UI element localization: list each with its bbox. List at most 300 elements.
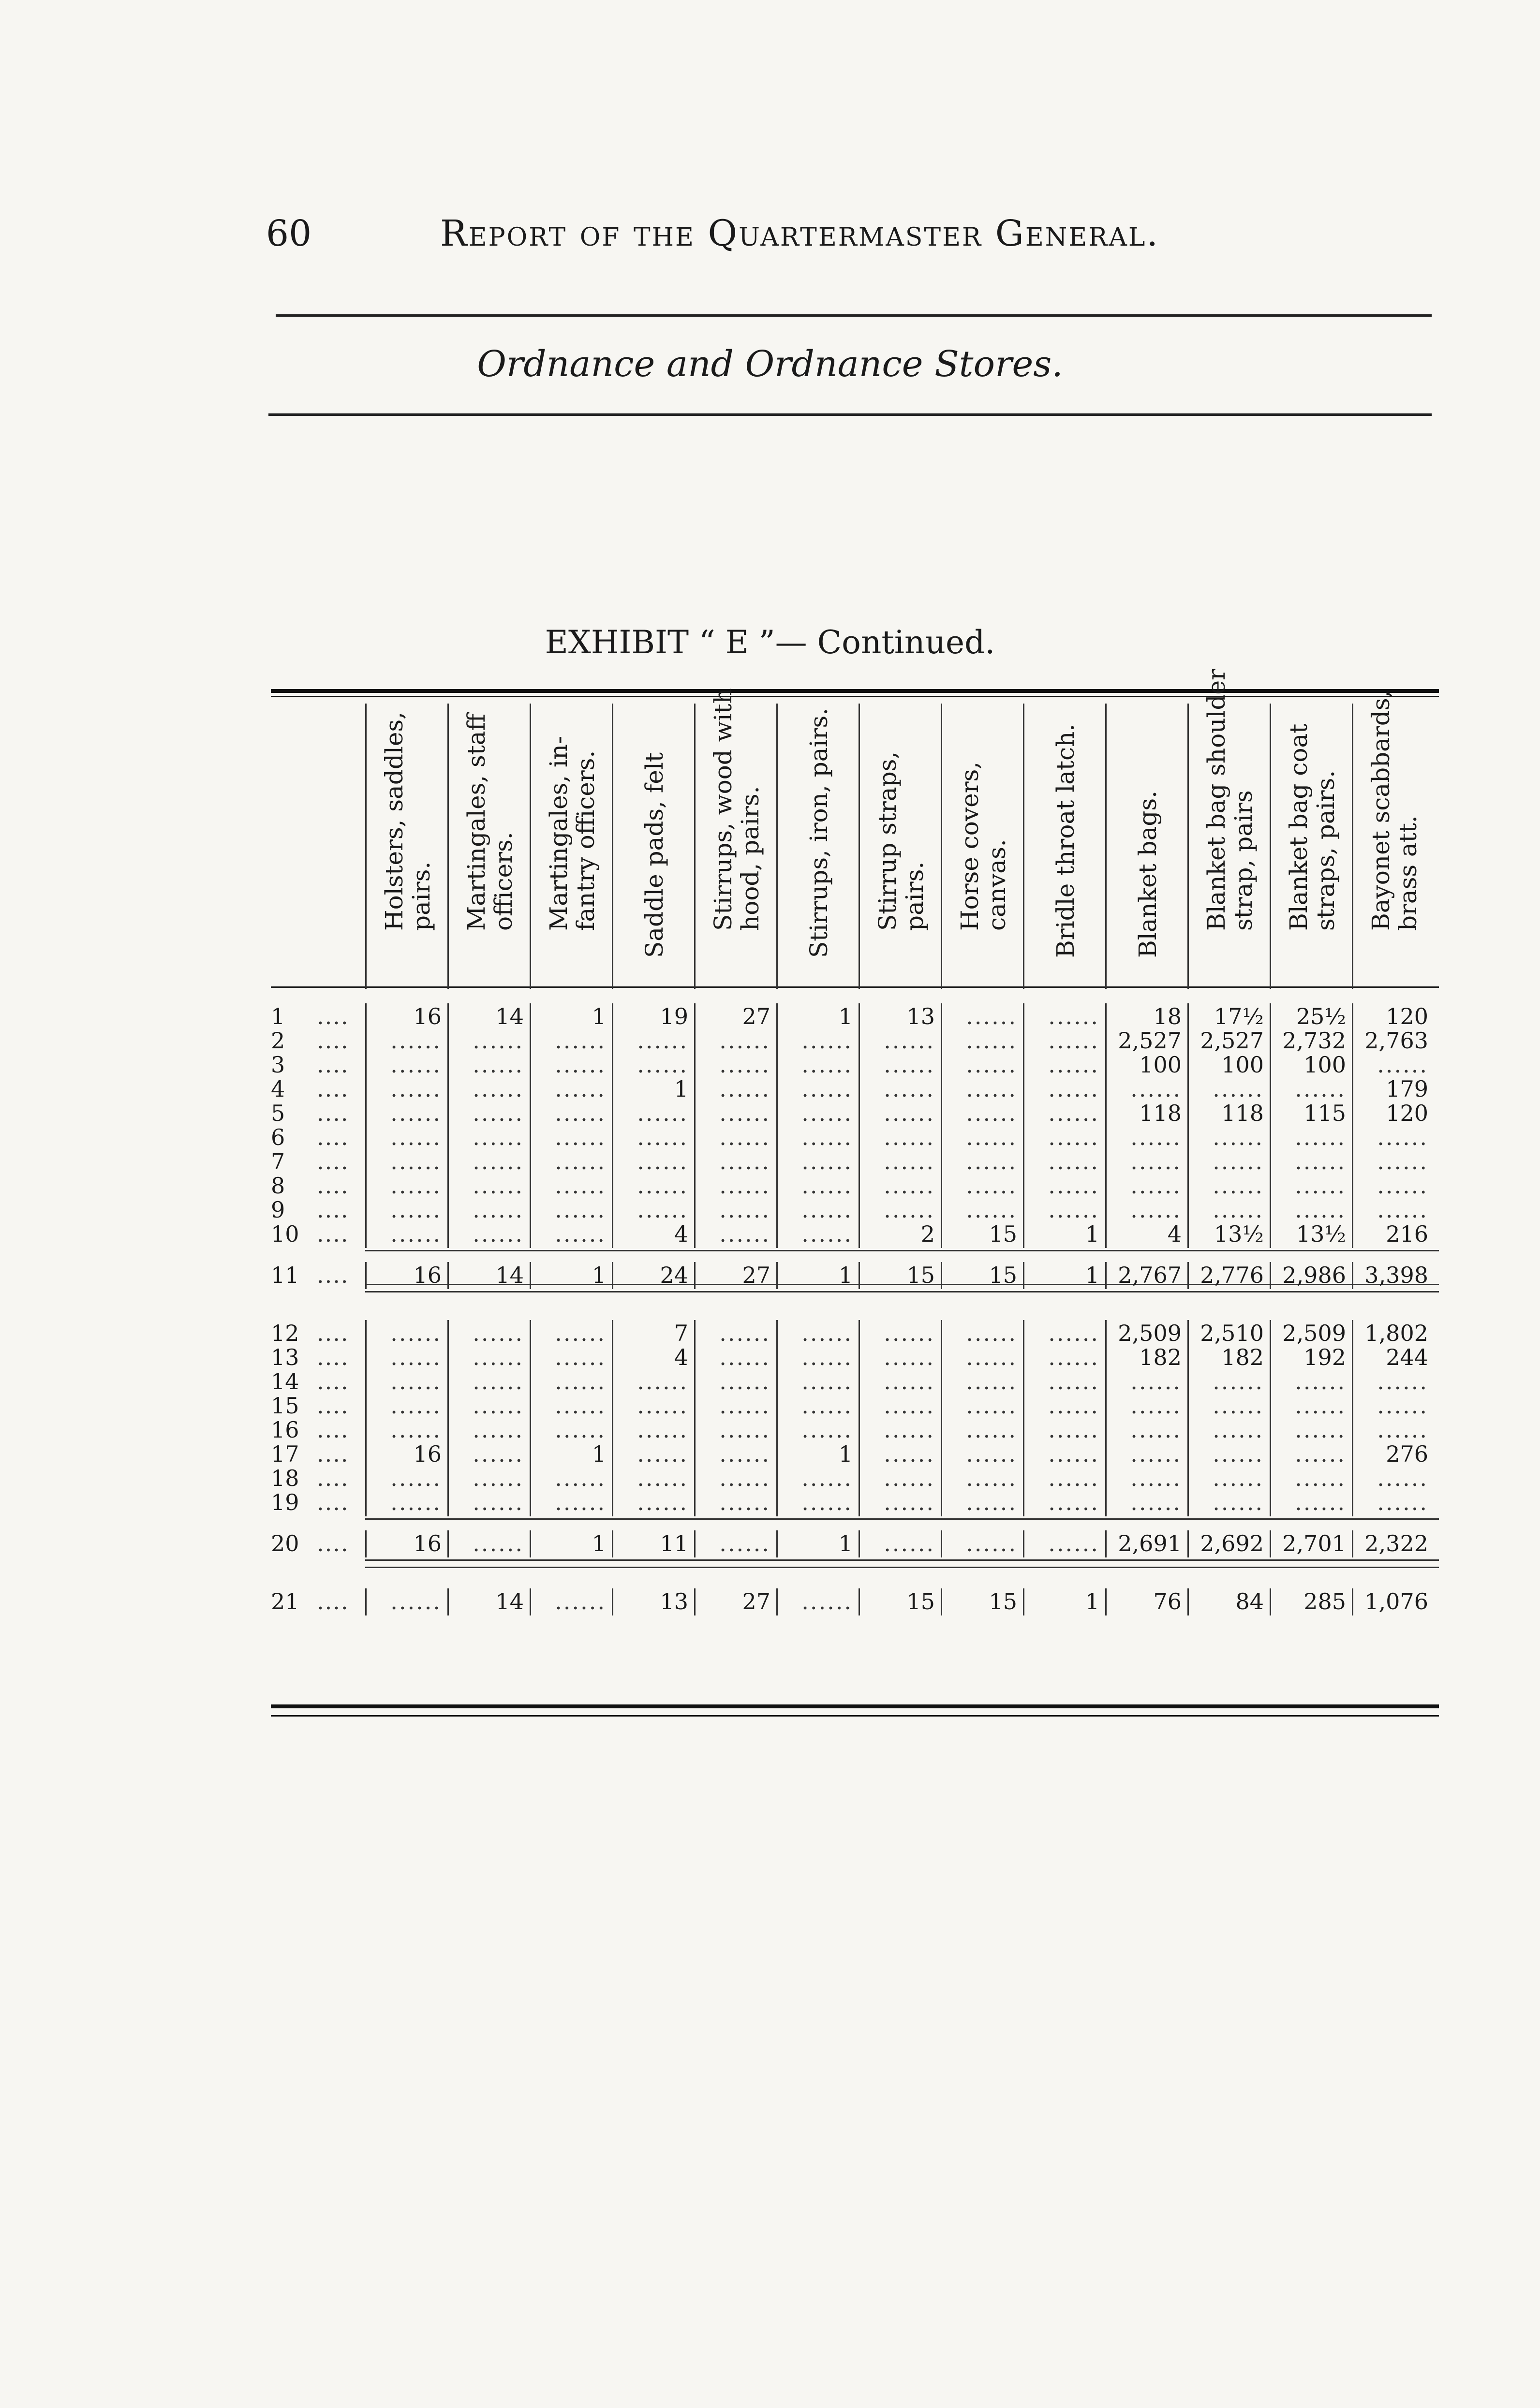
table-cell: ......	[365, 1465, 447, 1492]
column-header	[859, 704, 942, 989]
leader-dots: ....	[317, 1344, 349, 1370]
table-cell: ......	[776, 1588, 859, 1615]
table-cell: ......	[941, 1530, 1023, 1557]
table-cell: ......	[447, 1124, 530, 1151]
table-cell: ......	[1187, 1148, 1270, 1175]
column-header	[1023, 704, 1107, 989]
table-cell: ......	[776, 1076, 859, 1103]
table-cell: ......	[859, 1173, 941, 1200]
table-cell: ......	[941, 1320, 1023, 1347]
table-cell: ......	[1023, 1530, 1105, 1557]
table-cell: ......	[694, 1344, 776, 1371]
table-cell: 18	[1105, 1003, 1187, 1030]
table-cell: ......	[941, 1124, 1023, 1151]
table-cell: ......	[694, 1124, 776, 1151]
table-cell: ......	[694, 1368, 776, 1395]
table-cell: ......	[941, 1052, 1023, 1079]
table-cell: 1	[1023, 1588, 1105, 1615]
table-cell: 3,398	[1352, 1262, 1434, 1289]
table-cell: ......	[859, 1320, 941, 1347]
table-cell: ......	[941, 1076, 1023, 1103]
row-number: 16	[271, 1417, 299, 1443]
table-row	[271, 1197, 1439, 1224]
table-cell: ......	[776, 1052, 859, 1079]
table-cell: ......	[1023, 1028, 1105, 1055]
table-row	[271, 1076, 1439, 1103]
section-subtitle: Ordnance and Ordnance Stores.	[477, 343, 1063, 385]
table-cell: ......	[694, 1197, 776, 1224]
page-header	[266, 213, 1436, 271]
row-number: 5	[271, 1100, 285, 1126]
table-cell: ......	[530, 1197, 612, 1224]
table-cell: ......	[612, 1368, 694, 1395]
table-cell: 2	[859, 1221, 941, 1248]
column-header-label: Bridle throat latch.	[1051, 723, 1080, 958]
total-rule	[365, 1567, 1439, 1568]
table-cell: ......	[365, 1028, 447, 1055]
table-cell: ......	[365, 1221, 447, 1248]
table-cell: ......	[694, 1076, 776, 1103]
table-cell: ......	[530, 1417, 612, 1444]
table-cell: 17½	[1187, 1003, 1270, 1030]
table-cell: ......	[776, 1465, 859, 1492]
table-cell: ......	[694, 1441, 776, 1468]
table-cell: 4	[612, 1344, 694, 1371]
table-cell: ......	[1270, 1465, 1352, 1492]
table-cell: 19	[612, 1003, 694, 1030]
table-cell: 1,076	[1352, 1588, 1434, 1615]
row-number: 11	[271, 1262, 299, 1288]
column-header	[776, 704, 860, 989]
table-cell: ......	[1023, 1148, 1105, 1175]
table-cell: ......	[365, 1076, 447, 1103]
table-cell: ......	[612, 1173, 694, 1200]
table-cell: 84	[1187, 1588, 1270, 1615]
table-cell: ......	[1105, 1417, 1187, 1444]
table-cell: ......	[365, 1124, 447, 1151]
table-cell: 1	[530, 1441, 612, 1468]
table-cell: ......	[447, 1173, 530, 1200]
table-cell: ......	[447, 1368, 530, 1395]
leader-dots: ....	[317, 1465, 349, 1491]
table-cell: ......	[859, 1368, 941, 1395]
table-cell: 16	[365, 1441, 447, 1468]
table-cell: ......	[859, 1393, 941, 1420]
table-cell: ......	[365, 1417, 447, 1444]
table-cell: ......	[612, 1489, 694, 1516]
table-cell: ......	[612, 1393, 694, 1420]
column-header-label: Stirrup straps, pairs.	[874, 751, 929, 931]
table-row	[271, 1489, 1439, 1516]
table-cell: 1,802	[1352, 1320, 1434, 1347]
table-cell: 15	[859, 1588, 941, 1615]
table-cell: 2,691	[1105, 1530, 1187, 1557]
table-cell: ......	[365, 1588, 447, 1615]
table-cell: ......	[365, 1100, 447, 1127]
table-cell: ......	[1270, 1368, 1352, 1395]
leader-dots: ....	[317, 1124, 349, 1150]
table-top-rule	[271, 689, 1439, 693]
subtitle-rule	[268, 413, 1432, 416]
table-cell: 2,510	[1187, 1320, 1270, 1347]
table-cell: ......	[1023, 1441, 1105, 1468]
table-cell: 100	[1105, 1052, 1187, 1079]
table-cell: 118	[1187, 1100, 1270, 1127]
table-cell: 1	[776, 1441, 859, 1468]
table-cell: ......	[941, 1368, 1023, 1395]
table-cell: ......	[859, 1197, 941, 1224]
table-cell: 115	[1270, 1100, 1352, 1127]
table-cell: 192	[1270, 1344, 1352, 1371]
table-cell: 25½	[1270, 1003, 1352, 1030]
table-cell: ......	[1023, 1197, 1105, 1224]
table-cell: ......	[776, 1148, 859, 1175]
table-cell: 1	[612, 1076, 694, 1103]
table-cell: 285	[1270, 1588, 1352, 1615]
table-cell: ......	[1187, 1076, 1270, 1103]
row-number: 7	[271, 1148, 285, 1175]
leader-dots: ....	[317, 1320, 349, 1346]
table-cell: ......	[776, 1100, 859, 1127]
table-cell: ......	[776, 1417, 859, 1444]
total-rule	[365, 1291, 1439, 1292]
table-cell: 100	[1187, 1052, 1270, 1079]
table-cell: ......	[447, 1465, 530, 1492]
table-cell: ......	[694, 1489, 776, 1516]
leader-dots: ....	[317, 1100, 349, 1126]
column-header	[365, 704, 449, 989]
leader-dots: ....	[317, 1417, 349, 1443]
table-cell: 100	[1270, 1052, 1352, 1079]
column-header	[1352, 690, 1436, 989]
table-cell: ......	[447, 1028, 530, 1055]
table-cell: 16	[365, 1530, 447, 1557]
table-cell: ......	[1023, 1368, 1105, 1395]
table-cell: ......	[365, 1320, 447, 1347]
table-cell: ......	[1023, 1465, 1105, 1492]
table-cell: ......	[941, 1465, 1023, 1492]
table-cell: ......	[1352, 1197, 1434, 1224]
table-cell: ......	[447, 1441, 530, 1468]
leader-dots: ....	[317, 1262, 349, 1288]
table-cell: 2,692	[1187, 1530, 1270, 1557]
table-cell: ......	[776, 1320, 859, 1347]
column-header-label: Stirrups, iron, pairs.	[805, 707, 833, 958]
column-header	[447, 704, 531, 989]
table-cell: ......	[1187, 1173, 1270, 1200]
exhibit-table	[271, 669, 1439, 1729]
table-cell: 2,509	[1105, 1320, 1187, 1347]
table-cell: ......	[530, 1368, 612, 1395]
table-cell: 1	[530, 1262, 612, 1289]
column-header-label: Martingales, staff officers.	[462, 713, 518, 931]
table-cell: ......	[530, 1489, 612, 1516]
table-cell: ......	[365, 1368, 447, 1395]
row-number: 12	[271, 1320, 299, 1346]
column-header	[941, 704, 1024, 989]
table-cell: ......	[530, 1320, 612, 1347]
table-cell: ......	[365, 1173, 447, 1200]
table-cell: ......	[941, 1148, 1023, 1175]
table-row	[271, 1100, 1439, 1127]
table-cell: ......	[447, 1221, 530, 1248]
table-cell: ......	[859, 1148, 941, 1175]
table-cell: 2,527	[1187, 1028, 1270, 1055]
table-cell: 24	[612, 1262, 694, 1289]
table-row	[271, 1393, 1439, 1420]
table-row	[271, 1052, 1439, 1079]
table-top-rule-thin	[271, 696, 1439, 697]
table-cell: ......	[776, 1393, 859, 1420]
table-cell: ......	[1352, 1368, 1434, 1395]
table-cell: ......	[530, 1124, 612, 1151]
table-row	[271, 1221, 1439, 1248]
table-cell: ......	[776, 1221, 859, 1248]
table-cell: ......	[1105, 1148, 1187, 1175]
table-cell: ......	[776, 1028, 859, 1055]
table-cell: ......	[859, 1124, 941, 1151]
column-header-label: Blanket bag coat straps, pairs.	[1285, 723, 1340, 931]
table-cell: ......	[1187, 1197, 1270, 1224]
table-cell: ......	[1270, 1393, 1352, 1420]
table-row	[271, 1344, 1439, 1371]
table-row	[271, 1320, 1439, 1347]
table-cell: ......	[612, 1100, 694, 1127]
table-cell: ......	[776, 1368, 859, 1395]
table-cell: ......	[941, 1003, 1023, 1030]
table-cell: 15	[859, 1262, 941, 1289]
table-cell: 2,732	[1270, 1028, 1352, 1055]
table-cell: 14	[447, 1262, 530, 1289]
table-cell: ......	[612, 1028, 694, 1055]
table-cell: ......	[1270, 1489, 1352, 1516]
table-cell: ......	[1105, 1489, 1187, 1516]
table-cell: ......	[859, 1465, 941, 1492]
table-cell: ......	[1352, 1173, 1434, 1200]
table-cell: ......	[530, 1393, 612, 1420]
table-cell: ......	[365, 1197, 447, 1224]
table-cell: ......	[1187, 1489, 1270, 1516]
table-cell: ......	[941, 1441, 1023, 1468]
table-cell: ......	[1105, 1368, 1187, 1395]
table-cell: ......	[941, 1344, 1023, 1371]
table-cell: ......	[1187, 1393, 1270, 1420]
table-cell: 1	[1023, 1262, 1105, 1289]
table-cell: ......	[1270, 1124, 1352, 1151]
table-cell: 13	[859, 1003, 941, 1030]
table-cell: ......	[1105, 1441, 1187, 1468]
leader-dots: ....	[317, 1441, 349, 1467]
row-number: 18	[271, 1465, 299, 1491]
table-cell: ......	[776, 1489, 859, 1516]
table-cell: 4	[1105, 1221, 1187, 1248]
row-number: 14	[271, 1368, 299, 1395]
table-cell: ......	[530, 1588, 612, 1615]
row-number: 9	[271, 1197, 285, 1223]
table-cell: ......	[776, 1344, 859, 1371]
table-cell: ......	[776, 1124, 859, 1151]
table-cell: 2,509	[1270, 1320, 1352, 1347]
row-number: 20	[271, 1530, 299, 1556]
table-cell: ......	[1270, 1173, 1352, 1200]
table-cell: ......	[530, 1148, 612, 1175]
table-cell: 11	[612, 1530, 694, 1557]
table-cell: ......	[941, 1100, 1023, 1127]
row-number: 15	[271, 1393, 299, 1419]
table-row	[271, 1173, 1439, 1200]
table-cell: ......	[694, 1393, 776, 1420]
table-cell: ......	[530, 1344, 612, 1371]
leader-dots: ....	[317, 1076, 349, 1102]
table-cell: ......	[1023, 1393, 1105, 1420]
table-cell: 120	[1352, 1100, 1434, 1127]
table-cell: ......	[859, 1530, 941, 1557]
table-cell: ......	[1105, 1173, 1187, 1200]
table-cell: 27	[694, 1003, 776, 1030]
row-number: 8	[271, 1173, 285, 1199]
table-cell: 76	[1105, 1588, 1187, 1615]
row-number: 2	[271, 1028, 285, 1054]
row-number: 17	[271, 1441, 299, 1467]
table-row	[271, 1417, 1439, 1444]
table-cell: ......	[1023, 1344, 1105, 1371]
table-cell: 2,763	[1352, 1028, 1434, 1055]
table-cell: 2,767	[1105, 1262, 1187, 1289]
column-header	[1105, 704, 1189, 989]
table-cell: ......	[365, 1393, 447, 1420]
table-cell: 244	[1352, 1344, 1434, 1371]
table-row	[271, 1124, 1439, 1151]
leader-dots: ....	[317, 1052, 349, 1078]
table-cell: ......	[776, 1173, 859, 1200]
running-title: Report of the Quartermaster General.	[440, 213, 1159, 254]
column-header	[694, 688, 778, 989]
table-cell: ......	[859, 1028, 941, 1055]
table-cell: ......	[447, 1344, 530, 1371]
table-cell: ......	[859, 1489, 941, 1516]
table-cell: ......	[859, 1100, 941, 1127]
table-row	[271, 1028, 1439, 1055]
table-cell: ......	[1023, 1100, 1105, 1127]
table-cell: ......	[694, 1221, 776, 1248]
table-cell: 2,986	[1270, 1262, 1352, 1289]
table-cell: 1	[530, 1003, 612, 1030]
table-cell: ......	[447, 1393, 530, 1420]
table-cell: ......	[447, 1197, 530, 1224]
table-cell: ......	[1105, 1197, 1187, 1224]
column-header-label: Holsters, saddles, pairs.	[380, 711, 435, 931]
table-cell: 276	[1352, 1441, 1434, 1468]
leader-dots: ....	[317, 1173, 349, 1199]
table-cell: ......	[447, 1148, 530, 1175]
table-cell: ......	[694, 1052, 776, 1079]
column-header-label: Blanket bag shoulder strap, pairs	[1202, 669, 1258, 931]
table-cell: 13	[612, 1588, 694, 1615]
table-cell: 120	[1352, 1003, 1434, 1030]
table-cell: ......	[1187, 1417, 1270, 1444]
table-cell: ......	[612, 1052, 694, 1079]
column-header	[1187, 669, 1271, 989]
row-number: 3	[271, 1052, 285, 1078]
table-cell: 15	[941, 1262, 1023, 1289]
exhibit-title: EXHIBIT “ E ”— Continued.	[545, 624, 995, 661]
table-cell: ......	[1187, 1368, 1270, 1395]
table-cell: ......	[530, 1052, 612, 1079]
table-cell: ......	[530, 1173, 612, 1200]
column-header-label: Horse covers, canvas.	[956, 761, 1011, 931]
table-cell: ......	[1023, 1124, 1105, 1151]
column-header-label: Saddle pads, felt	[640, 752, 668, 958]
table-cell: ......	[612, 1124, 694, 1151]
table-cell: 7	[612, 1320, 694, 1347]
table-row	[271, 1368, 1439, 1395]
total-rule	[365, 1518, 1439, 1520]
table-cell: ......	[1187, 1465, 1270, 1492]
table-cell: ......	[941, 1417, 1023, 1444]
table-cell: ......	[1023, 1417, 1105, 1444]
row-number: 4	[271, 1076, 285, 1102]
table-cell: ......	[859, 1076, 941, 1103]
table-cell: 15	[941, 1221, 1023, 1248]
table-cell: ......	[1352, 1393, 1434, 1420]
table-cell: 2,322	[1352, 1530, 1434, 1557]
table-cell: 2,701	[1270, 1530, 1352, 1557]
table-cell: 2,527	[1105, 1028, 1187, 1055]
table-cell: ......	[530, 1465, 612, 1492]
table-row	[271, 1148, 1439, 1175]
header-rule	[276, 314, 1432, 317]
table-cell: ......	[1105, 1393, 1187, 1420]
table-cell: ......	[447, 1417, 530, 1444]
table-cell: ......	[447, 1052, 530, 1079]
table-cell: ......	[447, 1320, 530, 1347]
table-cell: ......	[1187, 1441, 1270, 1468]
table-cell: ......	[1023, 1052, 1105, 1079]
leader-dots: ....	[317, 1148, 349, 1175]
leader-dots: ....	[317, 1530, 349, 1556]
table-cell: ......	[1187, 1124, 1270, 1151]
table-row	[271, 1588, 1439, 1615]
table-cell: ......	[365, 1148, 447, 1175]
table-cell: ......	[530, 1100, 612, 1127]
table-cell: 16	[365, 1262, 447, 1289]
table-cell: 1	[776, 1530, 859, 1557]
table-cell: ......	[941, 1393, 1023, 1420]
table-cell: ......	[365, 1344, 447, 1371]
table-cell: ......	[859, 1344, 941, 1371]
table-bottom-rule-thin	[271, 1715, 1439, 1717]
leader-dots: ....	[317, 1003, 349, 1029]
table-cell: 27	[694, 1588, 776, 1615]
table-cell: 27	[694, 1262, 776, 1289]
row-number: 6	[271, 1124, 285, 1150]
table-cell: ......	[859, 1052, 941, 1079]
table-cell: ......	[1023, 1076, 1105, 1103]
table-cell: 1	[1023, 1221, 1105, 1248]
table-cell: ......	[694, 1173, 776, 1200]
leader-dots: ....	[317, 1368, 349, 1395]
table-cell: ......	[530, 1076, 612, 1103]
table-cell: ......	[1105, 1076, 1187, 1103]
table-cell: ......	[941, 1197, 1023, 1224]
total-rule	[365, 1250, 1439, 1251]
table-cell: ......	[1352, 1465, 1434, 1492]
table-cell: ......	[612, 1197, 694, 1224]
table-cell: 182	[1187, 1344, 1270, 1371]
page-number: 60	[266, 213, 312, 254]
table-cell: ......	[1270, 1417, 1352, 1444]
table-cell: ......	[1023, 1003, 1105, 1030]
